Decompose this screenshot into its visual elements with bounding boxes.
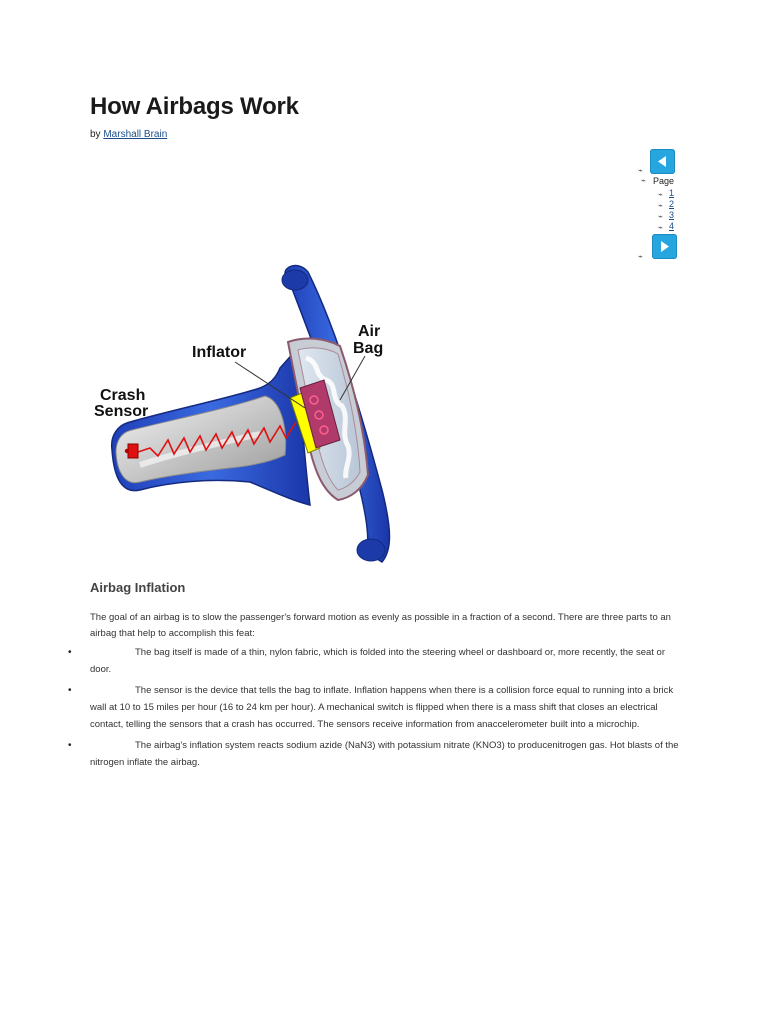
- author-link[interactable]: Marshall Brain: [103, 129, 168, 140]
- inflator-label: Inflator: [192, 344, 247, 361]
- tick-mark: ⌁: [638, 166, 643, 175]
- bullet-text: The sensor is the device that tells the bag to inflate. Inflation happens when there is a collision force equal to running into a brick wall at 10 to 15 miles per hour (16 to 24 km per hour). A mechanical switch is flipped when there is a mass shift that closes an electrical contact, telling the sensors that a crash has occurred. The sensors receive information from anaccelerometer built into a microchip.: [90, 685, 674, 730]
- tick-mark: ⌁: [658, 201, 663, 210]
- tick-mark: ⌁: [658, 212, 663, 221]
- triangle-left-icon: [650, 149, 675, 174]
- air-bag-label-line1: Air: [358, 323, 381, 340]
- list-item: [64, 737, 680, 771]
- bullet-icon: •: [68, 685, 72, 696]
- tick-mark: ⌁: [641, 176, 646, 185]
- crash-sensor-label-line2: Sensor: [94, 403, 149, 420]
- air-bag-label-line2: Bag: [353, 340, 384, 357]
- page-navigator: [636, 148, 686, 263]
- previous-page-button[interactable]: [650, 149, 675, 174]
- bullet-list: [64, 644, 680, 775]
- page-link-1[interactable]: 1: [669, 188, 675, 198]
- bullet-text: The bag itself is made of a thin, nylon fabric, which is folded into the steering wheel or dashboard or, more recently, the seat or door.: [90, 647, 666, 675]
- crash-sensor-block: [128, 444, 138, 458]
- tick-mark: ⌁: [638, 252, 643, 261]
- airbag-diagram: [94, 250, 410, 570]
- intro-paragraph: The goal of an airbag is to slow the passenger's forward motion as evenly as possible in a fraction of a second. There are three parts to an airbag that help to accomplish this feat:: [90, 612, 671, 639]
- page-label: Page: [653, 176, 675, 186]
- bullet-icon: •: [68, 740, 72, 751]
- list-item: [64, 644, 680, 678]
- tick-mark: ⌁: [658, 223, 663, 232]
- byline: [90, 129, 167, 140]
- page-link-3[interactable]: 3: [669, 210, 675, 220]
- bullet-icon: •: [68, 647, 72, 658]
- page-link-4[interactable]: 4: [669, 221, 675, 231]
- tick-mark: ⌁: [658, 190, 663, 199]
- next-page-button[interactable]: [652, 234, 677, 259]
- triangle-right-icon: [652, 234, 677, 259]
- bullet-text: The airbag's inflation system reacts sodium azide (NaN3) with potassium nitrate (KNO3) to producenitrogen gas. Hot blasts of the nitrogen inflate the airbag.: [90, 740, 679, 768]
- page-link-2[interactable]: 2: [669, 199, 675, 209]
- byline-prefix: by: [90, 129, 101, 140]
- page-title: How Airbags Work: [90, 93, 299, 120]
- section-heading: Airbag Inflation: [90, 580, 186, 595]
- list-item: [64, 682, 680, 733]
- crash-sensor-label-line1: Crash: [100, 387, 146, 404]
